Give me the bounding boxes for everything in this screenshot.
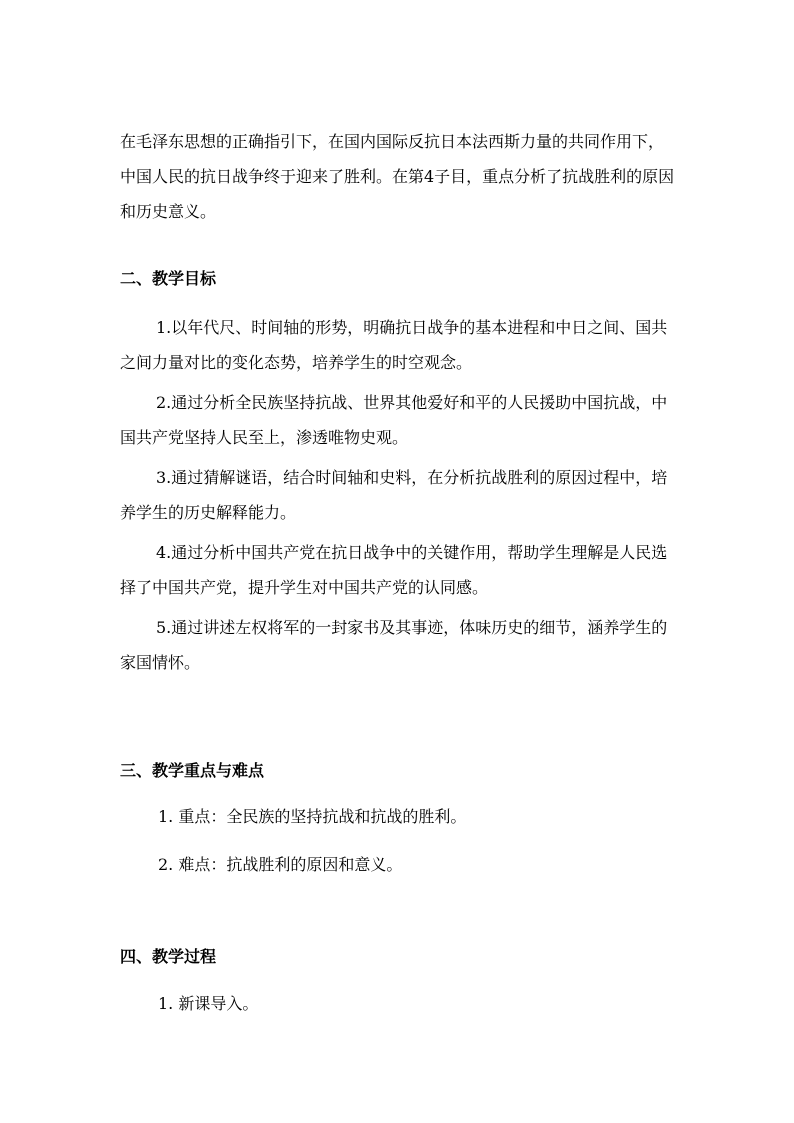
- key-point-item-2: 2. 难点：抗战胜利的原因和意义。: [158, 855, 403, 874]
- objective-item-4: 4.通过分析中国共产党在抗日战争中的关键作用，帮助学生理解是人民选择了中国共产党，提升学生对中国共产党的认同感。: [120, 543, 668, 597]
- intro-paragraph: 在毛泽东思想的正确指引下，在国内国际反抗日本法西斯力量的共同作用下，中国人民的抗日战争终于迎来了胜利。在第4子目，重点分析了抗战胜利的原因和历史意义。: [120, 132, 675, 221]
- objective-item-2: 2.通过分析全民族坚持抗战、世界其他爱好和平的人民援助中国抗战，中国共产党坚持人民至上，渗透唯物史观。: [120, 393, 668, 447]
- key-point-item-1: 1. 重点：全民族的坚持抗战和抗战的胜利。: [158, 807, 467, 826]
- objective-item-3: 3.通过猜解谜语，结合时间轴和史料，在分析抗战胜利的原因过程中，培养学生的历史解释能力。: [120, 468, 668, 522]
- section-heading-teaching-objectives: 二、教学目标: [120, 269, 217, 288]
- process-item-1: 1. 新课导入。: [158, 994, 259, 1013]
- objective-item-1: 1.以年代尺、时间轴的形势，明确抗日战争的基本进程和中日之间、国共之间力量对比的变化态势，培养学生的时空观念。: [120, 318, 668, 372]
- objective-item-5: 5.通过讲述左权将军的一封家书及其事迹，体味历史的细节，涵养学生的家国情怀。: [120, 618, 668, 672]
- section-heading-key-points: 三、教学重点与难点: [120, 761, 265, 780]
- section-heading-teaching-process: 四、教学过程: [120, 947, 217, 966]
